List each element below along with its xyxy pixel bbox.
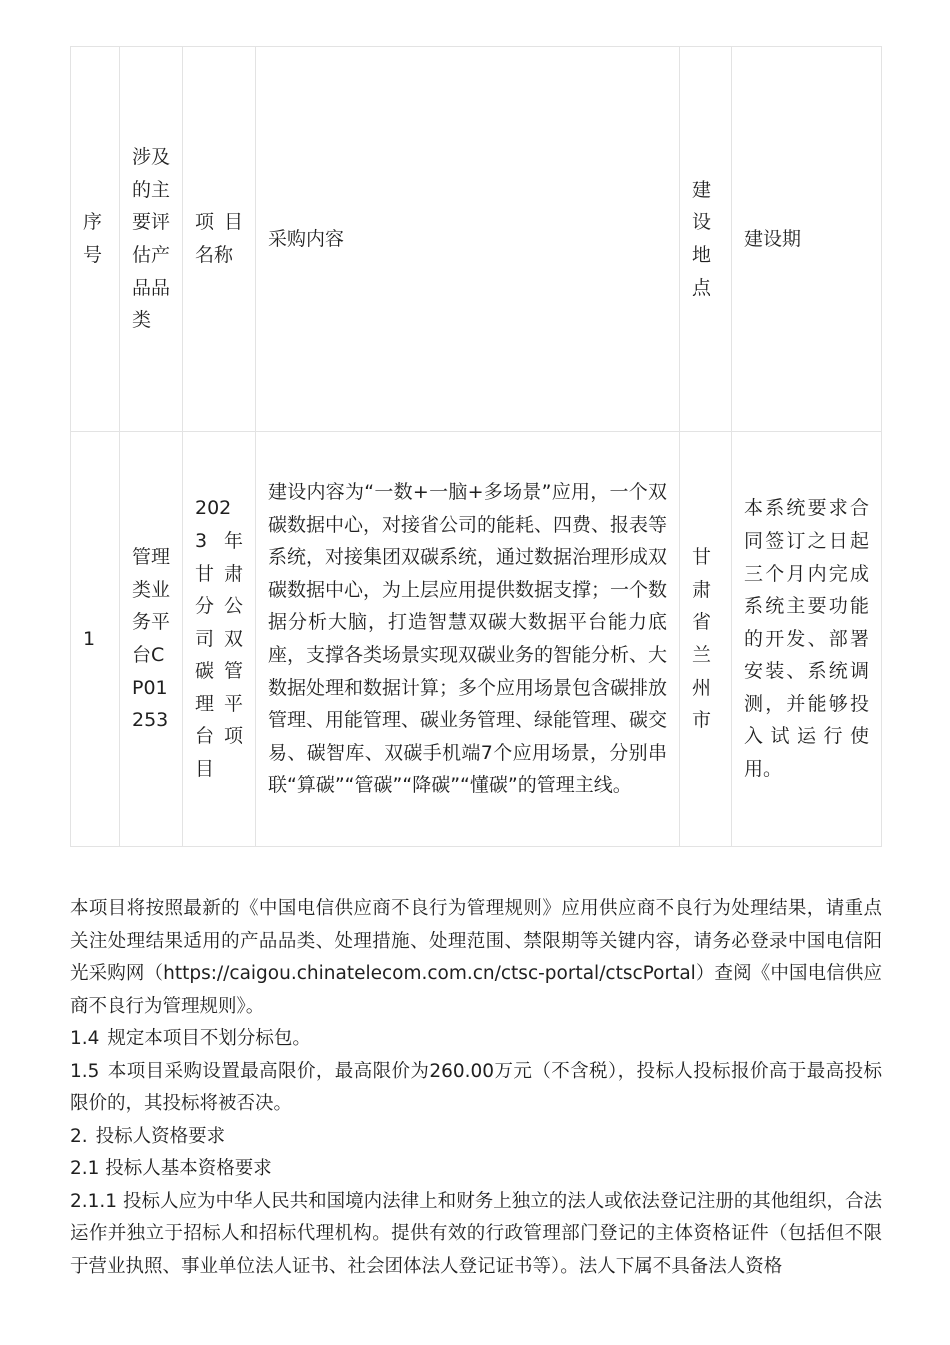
- paragraph-bad-behavior-rules: 本项目将按照最新的《中国电信供应商不良行为管理规则》应用供应商不良行为处理结果，请重点关注处理结果适用的产品品类、处理措施、处理范围、禁限期等关键内容，请务必登录中国电信阳光采购网（https://caigou.chinatelecom.com.cn/ctsc-portal/ctscPortal）查阅《中国电信供应商不良行为管理规则》。: [70, 898, 882, 1017]
- header-index: 序号: [71, 47, 120, 432]
- clause-1-4-text: 规定本项目不划分标包。: [107, 1028, 311, 1049]
- cell-period: 本系统要求合同签订之日起三个月内完成系统主要功能的开发、部署安装、系统调测，并能够投入试运行使用。: [732, 432, 882, 847]
- header-category: 涉及的主要评估产品品类: [120, 47, 183, 432]
- clause-1-5: [70, 1056, 882, 1121]
- clause-1-4: [70, 1023, 882, 1056]
- clause-1-5-number: 1.5: [70, 1060, 100, 1082]
- table-row: [71, 432, 882, 847]
- cell-location: 甘肃省兰州市: [680, 432, 732, 847]
- clause-1-4-number: 1.4: [70, 1028, 100, 1049]
- section-2-number: 2.: [70, 1125, 88, 1147]
- clause-1-5-text: 本项目采购设置最高限价，最高限价为260.00万元（不含税），投标人投标报价高于最高投标限价的，其投标将被否决。: [70, 1060, 882, 1114]
- cell-project-name: 2023年甘肃分公司双碳管理平台项目: [183, 432, 256, 847]
- clause-2-1-1: 2.1.1 投标人应为中华人民共和国境内法律上和财务上独立的法人或依法登记注册的其他组织，合法运作并独立于招标人和招标代理机构。提供有效的行政管理部门登记的主体资格证件（包括但不限于营业执照、事业单位法人证书、社会团体法人登记证书等）。法人下属不具备法人资格: [70, 1190, 882, 1277]
- clause-2-1: 2.1 投标人基本资格要求: [70, 1158, 272, 1179]
- header-project-name: 项目名称: [183, 47, 256, 432]
- cell-index: 1: [71, 432, 120, 847]
- cell-content: 建设内容为“一数+一脑+多场景”应用，一个双碳数据中心，对接省公司的能耗、四费、报表等系统，对接集团双碳系统，通过数据治理形成双碳数据中心，为上层应用提供数据支撑；一个数据分析大脑，打造智慧双碳大数据平台能力底座，支撑各类场景实现双碳业务的智能分析、大数据处理和数据计算；多个应用场景包含碳排放管理、用能管理、碳业务管理、绿能管理、碳交易、碳智库、双碳手机端7个应用场景，分别串联“算碳”“管碳”“降碳”“懂碳”的管理主线。: [256, 432, 680, 847]
- section-2-heading: [70, 1121, 882, 1154]
- header-period: 建设期: [732, 47, 882, 432]
- section-2-title: 投标人资格要求: [95, 1125, 226, 1147]
- procurement-table: [70, 46, 882, 847]
- document-body: [70, 893, 882, 1283]
- cell-category: 管理类业务平台CP01253: [120, 432, 183, 847]
- header-location: 建设地点: [680, 47, 732, 432]
- header-content: 采购内容: [256, 47, 680, 432]
- table-header-row: [71, 47, 882, 432]
